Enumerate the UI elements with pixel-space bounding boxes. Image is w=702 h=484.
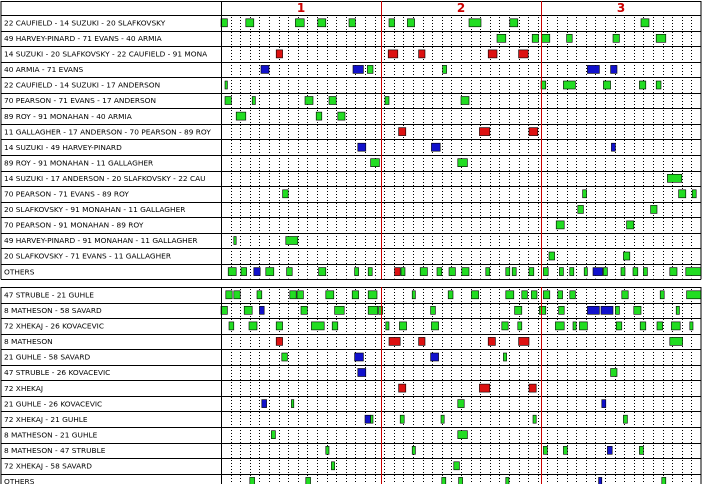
even-shift-segment	[542, 34, 550, 42]
even-shift-segment	[623, 415, 627, 423]
even-shift-segment	[331, 462, 334, 470]
even-shift-segment	[532, 34, 538, 42]
even-shift-segment	[656, 34, 666, 42]
even-shift-segment	[543, 268, 548, 276]
even-shift-segment	[558, 291, 563, 299]
even-shift-segment	[543, 446, 547, 454]
row-label: 40 ARMIA - 71 EVANS	[4, 65, 84, 75]
even-shift-segment	[559, 268, 563, 276]
shorthanded-shift-segment	[254, 268, 260, 276]
even-shift-segment	[329, 97, 336, 105]
row-label: 20 SLAFKOVSKY - 71 EVANS - 11 GALLAGHER	[4, 251, 171, 261]
even-shift-segment	[559, 306, 565, 314]
even-shift-segment	[670, 268, 677, 276]
row-label: 70 PEARSON - 71 EVANS - 89 ROY	[4, 189, 129, 199]
even-shift-segment	[316, 112, 322, 120]
even-shift-segment	[371, 415, 373, 423]
even-shift-segment	[506, 291, 514, 299]
powerplay-shift-segment	[276, 337, 282, 345]
even-shift-segment	[671, 322, 680, 330]
row-label: 14 SUZUKI - 17 ANDERSON - 20 SLAFKOVSKY - 22 CAU	[4, 173, 206, 183]
even-shift-segment	[250, 477, 255, 484]
shorthanded-shift-segment	[261, 65, 269, 73]
even-shift-segment	[225, 97, 231, 105]
even-shift-segment	[549, 252, 555, 260]
row-label: 89 ROY - 91 MONAHAN - 11 GALLAGHER	[4, 158, 154, 168]
row-label: OTHERS	[4, 477, 35, 484]
even-shift-segment	[318, 19, 326, 27]
even-shift-segment	[573, 322, 576, 330]
even-shift-segment	[622, 291, 628, 299]
even-shift-segment	[371, 159, 380, 167]
shorthanded-shift-segment	[259, 306, 264, 314]
even-shift-segment	[305, 97, 313, 105]
row-label: 49 HARVEY-PINARD - 71 EVANS - 40 ARMIA	[4, 34, 162, 44]
even-shift-segment	[399, 322, 406, 330]
powerplay-shift-segment	[389, 337, 400, 345]
even-shift-segment	[400, 415, 404, 423]
powerplay-shift-segment	[399, 384, 406, 392]
even-shift-segment	[469, 19, 481, 27]
even-shift-segment	[431, 306, 436, 314]
even-shift-segment	[555, 322, 564, 330]
even-shift-segment	[290, 291, 296, 299]
even-shift-segment	[603, 268, 607, 276]
even-shift-segment	[246, 19, 254, 27]
powerplay-shift-segment	[529, 128, 538, 136]
shorthanded-shift-segment	[358, 369, 366, 377]
even-shift-segment	[412, 291, 415, 299]
even-shift-segment	[412, 446, 415, 454]
powerplay-shift-segment	[488, 337, 495, 345]
even-shift-segment	[449, 268, 455, 276]
even-shift-segment	[295, 19, 304, 27]
even-shift-segment	[437, 268, 442, 276]
even-shift-segment	[462, 268, 469, 276]
even-shift-segment	[583, 190, 587, 198]
shorthanded-shift-segment	[607, 446, 612, 454]
even-shift-segment	[385, 97, 389, 105]
even-shift-segment	[236, 112, 246, 120]
powerplay-shift-segment	[419, 337, 425, 345]
even-shift-segment	[506, 268, 510, 276]
row-label: 72 XHEKAJ	[4, 383, 43, 393]
even-shift-segment	[657, 322, 663, 330]
even-shift-segment	[531, 291, 537, 299]
even-shift-segment	[570, 291, 576, 299]
powerplay-shift-segment	[395, 268, 401, 276]
even-shift-segment	[352, 291, 358, 299]
even-shift-segment	[368, 306, 378, 314]
even-shift-segment	[266, 268, 274, 276]
even-shift-segment	[567, 34, 573, 42]
powerplay-shift-segment	[276, 50, 282, 58]
even-shift-segment	[301, 306, 307, 314]
even-shift-segment	[234, 237, 236, 245]
even-shift-segment	[667, 174, 681, 182]
even-shift-segment	[471, 291, 478, 299]
even-shift-segment	[332, 322, 338, 330]
row-label: 70 PEARSON - 71 EVANS - 17 ANDERSON	[4, 96, 156, 106]
shorthanded-shift-segment	[353, 65, 363, 73]
even-shift-segment	[443, 65, 447, 73]
even-shift-segment	[319, 268, 326, 276]
even-shift-segment	[651, 205, 657, 213]
even-shift-segment	[431, 322, 438, 330]
even-shift-segment	[458, 400, 464, 408]
row-label: 8 MATHESON	[4, 337, 53, 347]
shorthanded-shift-segment	[599, 477, 602, 484]
even-shift-segment	[518, 322, 522, 330]
even-shift-segment	[306, 477, 311, 484]
even-shift-segment	[503, 353, 506, 361]
row-label: 8 MATHESON - 21 GUHLE	[4, 430, 98, 440]
even-shift-segment	[486, 268, 490, 276]
even-shift-segment	[616, 322, 622, 330]
row-label: 49 HARVEY-PINARD - 91 MONAHAN - 11 GALLAGHER	[4, 236, 198, 246]
even-shift-segment	[420, 268, 427, 276]
shorthanded-shift-segment	[602, 400, 606, 408]
period-label-2: 2	[456, 1, 466, 15]
even-shift-segment	[686, 268, 701, 276]
shorthanded-shift-segment	[587, 306, 599, 314]
even-shift-segment	[497, 34, 506, 42]
even-shift-segment	[461, 97, 469, 105]
even-shift-segment	[556, 221, 564, 229]
even-shift-segment	[692, 190, 696, 198]
shorthanded-shift-segment	[358, 143, 366, 151]
even-shift-segment	[368, 268, 372, 276]
period-label-1: 1	[296, 1, 306, 15]
even-shift-segment	[257, 291, 262, 299]
even-shift-segment	[579, 322, 587, 330]
even-shift-segment	[515, 306, 522, 314]
even-shift-segment	[349, 19, 355, 27]
even-shift-segment	[613, 34, 619, 42]
powerplay-shift-segment	[519, 337, 529, 345]
even-shift-segment	[282, 353, 288, 361]
row-label: 47 STRUBLE - 21 GUHLE	[4, 290, 94, 300]
even-shift-segment	[670, 337, 683, 345]
even-shift-segment	[623, 252, 629, 260]
even-shift-segment	[615, 306, 619, 314]
even-shift-segment	[459, 477, 463, 484]
even-shift-segment	[244, 306, 252, 314]
even-shift-segment	[529, 268, 534, 276]
shorthanded-shift-segment	[601, 306, 613, 314]
even-shift-segment	[367, 65, 373, 73]
even-shift-segment	[226, 291, 232, 299]
even-shift-segment	[326, 446, 329, 454]
powerplay-shift-segment	[479, 128, 489, 136]
powerplay-shift-segment	[399, 128, 406, 136]
even-shift-segment	[570, 268, 574, 276]
powerplay-shift-segment	[388, 50, 398, 58]
row-label: 72 XHEKAJ - 21 GUHLE	[4, 414, 88, 424]
even-shift-segment	[241, 268, 247, 276]
shorthanded-shift-segment	[262, 400, 267, 408]
even-shift-segment	[539, 306, 545, 314]
even-shift-segment	[506, 477, 509, 484]
powerplay-shift-segment	[479, 384, 489, 392]
row-label: 14 SUZUKI - 20 SLAFKOVSKY - 22 CAUFIELD - 91 MONA	[4, 49, 208, 59]
even-shift-segment	[641, 19, 649, 27]
even-shift-segment	[368, 291, 377, 299]
row-label: 22 CAUFIELD - 14 SUZUKI - 17 ANDERSON	[4, 80, 161, 90]
even-shift-segment	[611, 369, 617, 377]
even-shift-segment	[249, 322, 257, 330]
powerplay-shift-segment	[529, 384, 536, 392]
even-shift-segment	[603, 81, 610, 89]
row-label: 14 SUZUKI - 49 HARVEY-PINARD	[4, 142, 122, 152]
powerplay-shift-segment	[488, 50, 497, 58]
even-shift-segment	[522, 291, 528, 299]
shorthanded-shift-segment	[611, 143, 615, 151]
even-shift-segment	[563, 81, 575, 89]
even-shift-segment	[510, 19, 518, 27]
period-label-3: 3	[616, 1, 626, 15]
even-shift-segment	[291, 400, 293, 408]
even-shift-segment	[441, 415, 444, 423]
even-shift-segment	[578, 205, 584, 213]
shorthanded-shift-segment	[611, 65, 617, 73]
even-shift-segment	[271, 431, 275, 439]
even-shift-segment	[662, 477, 666, 484]
even-shift-segment	[286, 237, 298, 245]
even-shift-segment	[335, 306, 345, 314]
even-shift-segment	[225, 81, 227, 89]
shorthanded-shift-segment	[365, 415, 371, 423]
even-shift-segment	[533, 415, 536, 423]
row-label: OTHERS	[4, 267, 35, 277]
even-shift-segment	[690, 322, 693, 330]
row-label: 21 GUHLE - 26 KOVACEVIC	[4, 399, 103, 409]
row-label: 21 GUHLE - 58 SAVARD	[4, 352, 91, 362]
even-shift-segment	[442, 477, 446, 484]
even-shift-segment	[679, 190, 686, 198]
even-shift-segment	[386, 322, 389, 330]
even-shift-segment	[458, 159, 468, 167]
row-label: 20 SLAFKOVSKY - 91 MONAHAN - 11 GALLAGHER	[4, 205, 186, 215]
even-shift-segment	[283, 190, 289, 198]
even-shift-segment	[676, 306, 679, 314]
shorthanded-shift-segment	[355, 353, 364, 361]
even-shift-segment	[355, 268, 359, 276]
even-shift-segment	[656, 81, 661, 89]
even-shift-segment	[502, 322, 508, 330]
even-shift-segment	[640, 322, 646, 330]
row-label: 22 CAUFIELD - 14 SUZUKI - 20 SLAFKOVSKY	[4, 18, 166, 28]
even-shift-segment	[252, 97, 255, 105]
powerplay-shift-segment	[519, 50, 529, 58]
even-shift-segment	[639, 446, 643, 454]
even-shift-segment	[228, 268, 236, 276]
shorthanded-shift-segment	[431, 143, 440, 151]
even-shift-segment	[389, 19, 395, 27]
even-shift-segment	[407, 19, 414, 27]
even-shift-segment	[311, 322, 324, 330]
row-label: 72 XHEKAJ - 26 KOVACEVIC	[4, 321, 104, 331]
even-shift-segment	[543, 291, 549, 299]
powerplay-shift-segment	[419, 50, 425, 58]
even-shift-segment	[276, 322, 282, 330]
even-shift-segment	[234, 291, 240, 299]
even-shift-segment	[297, 291, 303, 299]
even-shift-segment	[401, 268, 405, 276]
even-shift-segment	[287, 268, 293, 276]
even-shift-segment	[563, 446, 567, 454]
row-label: 11 GALLAGHER - 17 ANDERSON - 70 PEARSON - 89 ROY	[4, 127, 211, 137]
even-shift-segment	[229, 322, 234, 330]
even-shift-segment	[512, 268, 516, 276]
row-label: 47 STRUBLE - 26 KOVACEVIC	[4, 368, 111, 378]
even-shift-segment	[326, 291, 334, 299]
even-shift-segment	[660, 291, 664, 299]
shorthanded-shift-segment	[593, 268, 603, 276]
even-shift-segment	[584, 268, 587, 276]
even-shift-segment	[338, 112, 345, 120]
even-shift-segment	[639, 81, 645, 89]
even-shift-segment	[687, 291, 701, 299]
even-shift-segment	[458, 431, 468, 439]
even-shift-segment	[454, 462, 460, 470]
even-shift-segment	[634, 306, 641, 314]
row-label: 8 MATHESON - 47 STRUBLE	[4, 445, 106, 455]
even-shift-segment	[627, 221, 634, 229]
even-shift-segment	[633, 268, 638, 276]
row-label: 8 MATHESON - 58 SAVARD	[4, 306, 102, 316]
even-shift-segment	[448, 291, 453, 299]
row-label: 72 XHEKAJ - 58 SAVARD	[4, 461, 92, 471]
even-shift-segment	[621, 268, 625, 276]
even-shift-segment	[643, 268, 647, 276]
row-label: 70 PEARSON - 91 MONAHAN - 89 ROY	[4, 220, 144, 230]
shorthanded-shift-segment	[431, 353, 439, 361]
row-label: 89 ROY - 91 MONAHAN - 40 ARMIA	[4, 111, 132, 121]
shorthanded-shift-segment	[587, 65, 599, 73]
